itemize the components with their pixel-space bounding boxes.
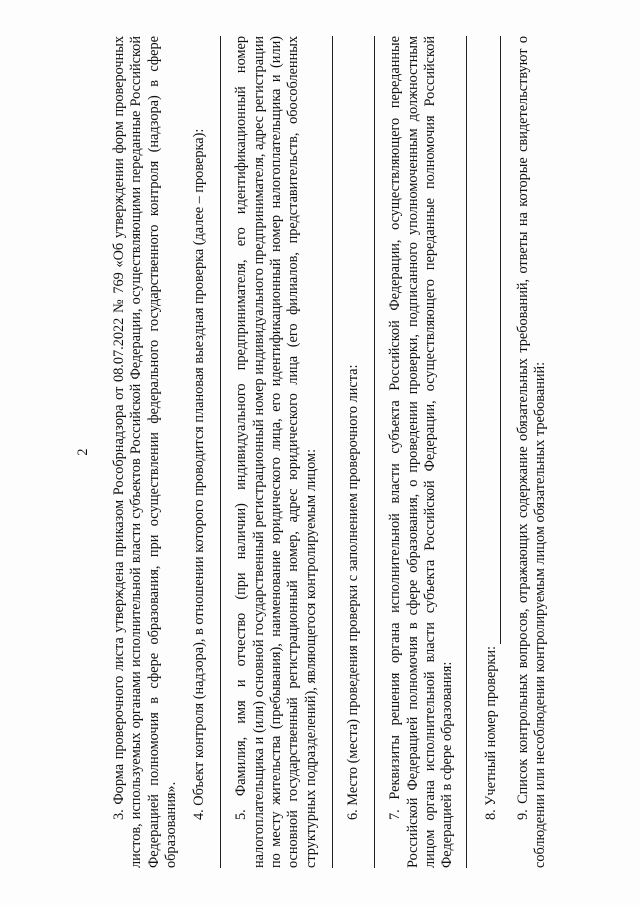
rotated-document-content bbox=[75, 36, 560, 868]
paragraph-item-4: 4. Объект контроля (надзора), в отношении которого проводится плановая выездная проверка (далее – проверка): bbox=[191, 128, 208, 820]
fill-line-item-5 bbox=[332, 36, 333, 868]
fill-line-item-4 bbox=[220, 36, 221, 868]
paragraph-item-7: 7. Реквизиты решения органа исполнительной власти субъекта Российской Федерации, осуществляющего переданные Российской Федерацией полномочия в сфере образования, о проведении проверки, подписанного уполномоченным должностным лицом органа исполнительной власти субъекта Российской Федерации, осуществляющего переданные полномочия Российской Федерацией в сфере образования: bbox=[387, 36, 456, 868]
paragraph-item-3: 3. Форма проверочного листа утверждена приказом Рособрнадзора от 08.07.2022 № 769 «Об утверждении форм проверочных листов, используемых органами исполнительной власти субъектов Российской Федерации, осуществляющими переданные Российской Федерацией полномочия в сфере образования, при осуществлении федерального государственного контроля (надзора) в сфере образования». bbox=[111, 36, 179, 868]
field-item-8 bbox=[483, 36, 500, 868]
paragraph-item-6: 6. Место (места) проведения проверки с заполнением проверочного листа: bbox=[344, 364, 361, 820]
paragraph-item-5: 5. Фамилия, имя и отчество (при наличии) индивидуального предпринимателя, его идентификационный номер налогоплательщика и (или) основной государственный регистрационный номер индивидуального предпринимателя, адрес регистрации по месту жительства (пребывания), наименование юридического лица, его идентификационный номер налогоплательщика и (или) основной государственный регистрационный номер, адрес юридического лица (его филиалов, представительств, обособленных структурных подразделений), являющегося контролируемым лицом: bbox=[233, 36, 319, 868]
fill-line-item-8 bbox=[486, 36, 501, 644]
paragraph-item-9: 9. Список контрольных вопросов, отражающих содержание обязательных требований, ответы на которые свидетельствуют о соблюдении или несоблюдении контролируемым лицом обязательных требований: bbox=[514, 36, 549, 868]
fill-line-item-7 bbox=[466, 36, 467, 868]
page-number: 2 bbox=[75, 448, 91, 456]
paragraph-item-8: 8. Учетный номер проверки: bbox=[483, 645, 500, 820]
fill-line-item-6 bbox=[374, 36, 375, 868]
